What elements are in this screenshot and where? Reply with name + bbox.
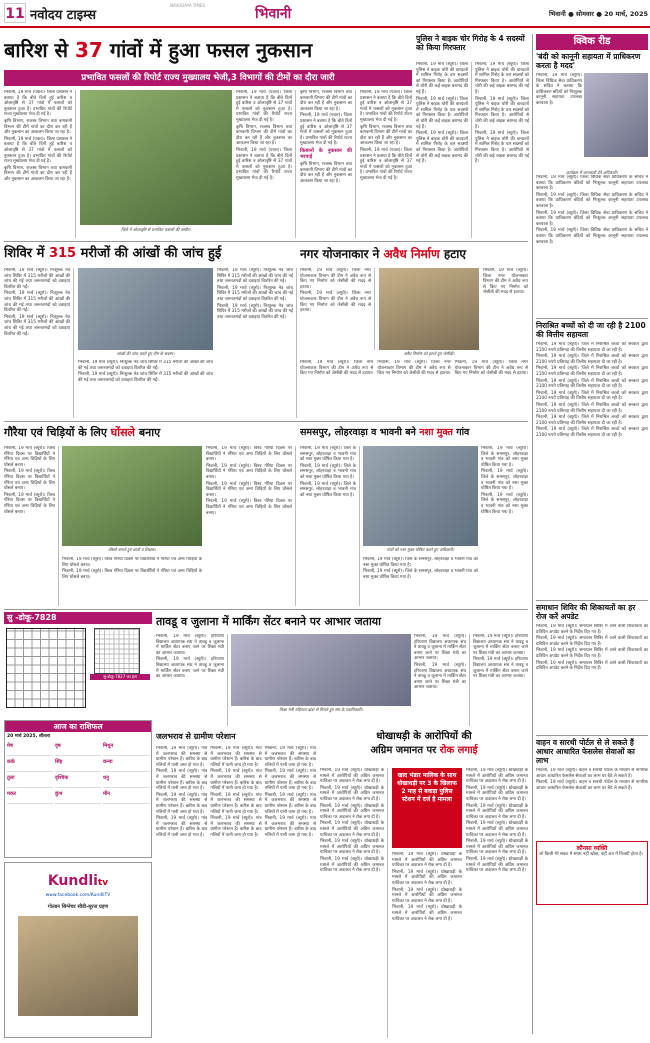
- nagar-col-1: [300, 268, 375, 350]
- quick-read-text-4: भिवानी, 19 मार्च (ब्यूरो)। जिला विधिक सेवा प्राधिकरण के सचिव ने बताया कि प्राधिकरण बंदियों को निःशुल्क कानूनी सहायता उपलब्ध करवाता है।: [536, 210, 648, 227]
- kundli-block: [4, 862, 152, 1038]
- footer-box: [536, 841, 648, 905]
- footer-box-text: जो किसी भी संकट में संयम नहीं खोता, वही अंत में विजयी होता है।: [539, 852, 644, 857]
- lead-col-4: [300, 90, 356, 238]
- water-text-4: भिवानी, 19 मार्च (ब्यूरो)। गांव में जलभराव की समस्या से ग्रामीण परेशान हैं। बारिश के बाद गलियों में पानी जमा हो गया है।: [156, 816, 208, 838]
- camp-text-8: भिवानी, 19 मार्च (ब्यूरो)। निःशुल्क नेत्र जांच शिविर में 315 मरीजों की आंखों की जांच की गई तथा जरूरतमंदों को दवाइयां वितरित की गईं।: [217, 303, 293, 320]
- camp-text-6: भिवानी, 19 मार्च (ब्यूरो)। निःशुल्क नेत्र जांच शिविर में 315 मरीजों की आंखों की जांच की गई तथा जरूरतमंदों को दवाइयां वितरित की गईं।: [217, 268, 293, 285]
- sudoku-title: -डोकू-7828: [15, 613, 57, 622]
- water-text-2: भिवानी, 19 मार्च (ब्यूरो)। गांव में जलभराव की समस्या से ग्रामीण परेशान हैं। बारिश के बाद गलियों में पानी जमा हो गया है।: [156, 769, 208, 792]
- drug-free-headline-post: गांव: [456, 427, 470, 438]
- kundli-image: [18, 916, 138, 1016]
- sparrow-text-3: भिवानी, 19 मार्च (ब्यूरो)। विश्व गौरैया दिवस पर विद्यार्थियों ने गौरैया एवं अन्य चिड़ियों के लिए घोंसले बनाए।: [4, 492, 55, 515]
- rashifal-date: 20 मार्च 2025, शीतला: [7, 734, 50, 739]
- quick-read-text-1: भिवानी, 19 मार्च (ब्यूरो)। जिला विधिक सेवा प्राधिकरण के सचिव ने बताया कि प्राधिकरण बंदियों को निःशुल्क कानूनी सहायता उपलब्ध करवाता है।: [536, 73, 582, 106]
- nagar-photo-caption: अवैध निर्माण को हटाते हुए जेसीबी।: [403, 351, 455, 356]
- nagar-headline-pre: नगर योजनाकार ने: [300, 247, 380, 261]
- camp-text-7: भिवानी, 19 मार्च (ब्यूरो)। निःशुल्क नेत्र जांच शिविर में 315 मरीजों की आंखों की जांच की गई तथा जरूरतमंदों को दवाइयां वितरित की गईं।: [217, 285, 293, 302]
- lead-text-13: भिवानी, 19 मार्च (पवार)। जिला प्रशासन ने बताया है कि बीते दिनों हुई बारिश व ओलावृष्टि से 37 गांवों में फसलों को नुकसान हुआ है। प्रभावित गांवों की रिपोर्ट राज्य मुख्यालय भेज दी गई है।: [360, 147, 412, 181]
- orphan-aid-text-8: भिवानी, 19 मार्च (ब्यूरो)। जिले में निराश्रित बच्चों को सरकार द्वारा 2100 रुपये प्रतिमाह की वित्तीय सहायता दी जा रही है।: [536, 427, 648, 438]
- drug-free-text-3: भिवानी, 19 मार्च (ब्यूरो)। जिले के समसपुर, लोहरवाड़ा व भावनी गांव को नशा मुक्त घोषित किया गया है।: [300, 481, 356, 498]
- lead-box-head: किसानों के नुकसान की भरपाई: [300, 147, 352, 160]
- water-text-6: भिवानी, 19 मार्च (ब्यूरो)। गांव में जलभराव की समस्या से ग्रामीण परेशान हैं। बारिश के बाद गलियों में पानी जमा हो गया है।: [210, 769, 262, 792]
- drug-free-text-6: भिवानी, 19 मार्च (ब्यूरो)। जिले के समसपुर, लोहरवाड़ा व भावनी गांव को नशा मुक्त घोषित किया गया है।: [481, 446, 528, 468]
- lead-text-3: भिवानी, 19 मार्च (पवार)। जिला प्रशासन ने बताया है कि बीते दिनों हुई बारिश व ओलावृष्टि से 37 गांवों में फसलों को नुकसान हुआ है। प्रभावित गांवों की रिपोर्ट राज्य मुख्यालय भेज दी गई है।: [4, 136, 72, 165]
- rashi-sign: वृष: [55, 741, 101, 756]
- paper-name: नवोदय टाइम्स: [30, 8, 97, 23]
- dhokha-text-8: भिवानी, 19 मार्च (ब्यूरो)। धोखाधड़ी के मामले में आरोपियों की अग्रिम जमानत याचिका पर अदालत ने रोक लगा दी है।: [392, 869, 462, 886]
- drug-free-photo: [363, 446, 478, 546]
- lead-text-7: भिवानी, 19 मार्च (पवार)। जिला प्रशासन ने बताया है कि बीते दिनों हुई बारिश व ओलावृष्टि से 37 गांवों में फसलों को नुकसान हुआ है। प्रभावित गांवों की रिपोर्ट राज्य मुख्यालय भेज दी गई है।: [236, 147, 292, 181]
- rashifal-list: [5, 740, 151, 805]
- divider-1: [4, 241, 528, 242]
- lead-headline-pre: बारिश से: [4, 38, 69, 62]
- sparrow-photo-caption: घोंसले बनाते हुए छात्रों व शिक्षक।: [108, 547, 156, 552]
- rashifal-title: आज का राशिफल: [5, 721, 151, 732]
- water-text-9: भिवानी, 19 मार्च (ब्यूरो)। गांव में जलभराव की समस्या से ग्रामीण परेशान हैं। बारिश के बाद गलियों में पानी जमा हो गया है।: [264, 746, 316, 768]
- camp-headline-num: 315: [48, 246, 77, 261]
- marking-headline: तावडू व जुलाना में मार्किंग सेंटर बनाने पर आभार जताया: [156, 615, 382, 628]
- sparrow-text-9: भिवानी, 19 मार्च (ब्यूरो)। विश्व गौरैया दिवस पर विद्यार्थियों ने गौरैया एवं अन्य चिड़ियों के लिए घोंसले बनाए।: [206, 499, 292, 516]
- marking-text-4: भिवानी, 19 मार्च (ब्यूरो)। हरियाणा विद्यालय अध्यापक संघ ने तावडू व जुलाना में मार्किंग सेंटर बनाए जाने पर शिक्षा मंत्री का आभार जताया।: [414, 662, 466, 691]
- vahan-text-1: भिवानी, 19 मार्च (ब्यूरो)। वाहन व सारथी पोर्टल के माध्यम से नागरिक आधार आधारित फेसलेस सेवाओं का लाभ घर बैठे ले सकते हैं।: [536, 768, 648, 779]
- quick-read-text-2: भिवानी, 19 मार्च (ब्यूरो)। जिला विधिक सेवा प्राधिकरण के सचिव ने बताया कि प्राधिकरण बंदियों को निःशुल्क कानूनी सहायता उपलब्ध करवाता है।: [536, 175, 648, 192]
- lead-text-6: कृषि विभाग, राजस्व विभाग तथा बागवानी विभाग की टीमें गांवों का दौरा कर रही हैं और नुकसान का आकलन किया जा रहा है।: [236, 124, 292, 147]
- dhokha-text-11: भिवानी, 19 मार्च (ब्यूरो)। धोखाधड़ी के मामले में आरोपियों की अग्रिम जमानत याचिका पर अदालत ने रोक लगा दी है।: [466, 768, 528, 785]
- nagar-headline: [300, 244, 528, 264]
- sudoku-answer-grid: [94, 628, 140, 674]
- orphan-aid-text-2: भिवानी, 19 मार्च (ब्यूरो)। जिले में निराश्रित बच्चों को सरकार द्वारा 2100 रुपये प्रतिमाह की वित्तीय सहायता दी जा रही है।: [536, 354, 648, 365]
- nagar-text-2: भिवानी, 19 मार्च (ब्यूरो)। जिला नगर योजनाकार विभाग की टीम ने अवैध रूप से किए गए निर्माण को जेसीबी की मदद से हटाया।: [300, 291, 371, 314]
- drug-free-text-1: भिवानी, 19 मार्च (ब्यूरो)। जिले के समसपुर, लोहरवाड़ा व भावनी गांव को नशा मुक्त घोषित किया गया है।: [300, 446, 356, 463]
- nagar-text-5: भिवानी, 19 मार्च (ब्यूरो)। जिला नगर योजनाकार विभाग की टीम ने अवैध रूप से किए गए निर्माण को जेसीबी की मदद से हटाया।: [377, 360, 451, 377]
- water-text-5: भिवानी, 19 मार्च (ब्यूरो)। गांव में जलभराव की समस्या से ग्रामीण परेशान हैं। बारिश के बाद गलियों में पानी जमा हो गया है।: [210, 746, 262, 768]
- drug-free-col-3: [363, 557, 478, 607]
- police-headline: पुलिस ने बाइक चोर गिरोह के 4 सदस्यों को किया गिरफ्तार: [416, 34, 525, 52]
- rashi-sign: मेष: [7, 741, 53, 756]
- police-col-1: [416, 62, 472, 238]
- sparrow-text-2: भिवानी, 19 मार्च (ब्यूरो)। विश्व गौरैया दिवस पर विद्यार्थियों ने गौरैया एवं अन्य चिड़ियों के लिए घोंसले बनाए।: [4, 469, 55, 492]
- marking-text-5: भिवानी, 19 मार्च (ब्यूरो)। हरियाणा विद्यालय अध्यापक संघ ने तावडू व जुलाना में मार्किंग सेंटर बनाए जाने पर शिक्षा मंत्री का आभार जताया।: [473, 634, 528, 656]
- paper-name-small: NAVODAYA TIMES: [170, 3, 206, 8]
- nagar-photo: [379, 268, 479, 350]
- lead-subhead: प्रभावित फसलों की रिपोर्ट राज्य मुख्यालय भेजी,3 विभागों की टीमों का दौरा जारी: [4, 70, 412, 86]
- rashi-sign: मकर: [7, 789, 53, 804]
- water-text-3: भिवानी, 19 मार्च (ब्यूरो)। गांव में जलभराव की समस्या से ग्रामीण परेशान हैं। बारिश के बाद गलियों में पानी जमा हो गया है।: [156, 792, 208, 815]
- lead-text-1: भिवानी, 19 मार्च (पवार)। जिला प्रशासन ने बताया है कि बीते दिनों हुई बारिश व ओलावृष्टि से 37 गांवों में फसलों को नुकसान हुआ है। प्रभावित गांवों की रिपोर्ट राज्य मुख्यालय भेज दी गई है।: [4, 90, 72, 118]
- orphan-aid-text-4: भिवानी, 19 मार्च (ब्यूरो)। जिले में निराश्रित बच्चों को सरकार द्वारा 2100 रुपये प्रतिमाह की वित्तीय सहायता दी जा रही है।: [536, 378, 648, 390]
- water-text-12: भिवानी, 19 मार्च (ब्यूरो)। गांव में जलभराव की समस्या से ग्रामीण परेशान हैं। बारिश के बाद गलियों में पानी जमा हो गया है।: [264, 816, 316, 838]
- lead-text-8: कृषि विभाग, राजस्व विभाग तथा बागवानी विभाग की टीमें गांवों का दौरा कर रही हैं और नुकसान का आकलन किया जा रहा है।: [300, 90, 352, 112]
- sudoku-block: [4, 612, 152, 716]
- drug-free-headline-red: नशा मुक्त: [419, 427, 453, 438]
- drug-free-text-8: भिवानी, 19 मार्च (ब्यूरो)। जिले के समसपुर, लोहरवाड़ा व भावनी गांव को नशा मुक्त घोषित किया गया है।: [481, 492, 528, 515]
- dhokha-headline-red: रोक लगाई: [439, 745, 478, 756]
- drug-free-text-7: भिवानी, 19 मार्च (ब्यूरो)। जिले के समसपुर, लोहरवाड़ा व भावनी गांव को नशा मुक्त घोषित किया गया है।: [481, 469, 528, 492]
- police-text-5: भिवानी, 19 मार्च (ब्यूरो)। जिला पुलिस ने बाइक चोरी की वारदातों में शामिल गिरोह के चार सदस्यों को गिरफ्तार किया है। आरोपियों से चोरी की कई बाइक बरामद की गई हैं।: [475, 96, 529, 130]
- camp-text-4: भिवानी, 19 मार्च (ब्यूरो)। निःशुल्क नेत्र जांच शिविर में 315 मरीजों की आंखों की जांच की गई तथा जरूरतमंदों को दवाइयां वितरित की गईं।: [78, 360, 213, 371]
- police-text-3: भिवानी, 19 मार्च (ब्यूरो)। जिला पुलिस ने बाइक चोरी की वारदातों में शामिल गिरोह के चार सदस्यों को गिरफ्तार किया है। आरोपियों से चोरी की कई बाइक बरामद की गई हैं।: [416, 131, 468, 165]
- sparrow-headline-post: बनाए: [138, 426, 161, 439]
- quick-read-text-3: भिवानी, 19 मार्च (ब्यूरो)। जिला विधिक सेवा प्राधिकरण के सचिव ने बताया कि प्राधिकरण बंदियों को निःशुल्क कानूनी सहायता उपलब्ध करवाता है।: [536, 192, 648, 209]
- orphan-aid-headline: निराश्रित बच्चों को दी जा रही है 2100 की वित्तीय सहायता: [536, 318, 648, 339]
- rashi-sign: मीन: [103, 789, 149, 804]
- dhokha-text-3: भिवानी, 19 मार्च (ब्यूरो)। धोखाधड़ी के मामले में आरोपियों की अग्रिम जमानत याचिका पर अदालत ने रोक लगा दी है।: [320, 803, 384, 820]
- sudoku-label: सु: [7, 613, 13, 622]
- orphan-aid-text-1: भिवानी, 19 मार्च (ब्यूरो)। जिले में निराश्रित बच्चों को सरकार द्वारा 2100 रुपये प्रतिमाह की वित्तीय सहायता दी जा रही है।: [536, 342, 648, 353]
- kundli-title: Kundli: [47, 873, 98, 889]
- sudoku-answer-label: सु-डोकू-7827 का हल: [90, 674, 150, 680]
- marking-photo-caption: शिक्षा मंत्री महिपाल ढांडा से मिलते हुए संघ के पदाधिकारी।: [279, 707, 363, 712]
- dhokha-col-1: [320, 768, 388, 1038]
- dhokha-text-7: भिवानी, 19 मार्च (ब्यूरो)। धोखाधड़ी के मामले में आरोपियों की अग्रिम जमानत याचिका पर अदालत ने रोक लगा दी है।: [392, 852, 462, 869]
- water-text-1: भिवानी, 19 मार्च (ब्यूरो)। गांव में जलभराव की समस्या से ग्रामीण परेशान हैं। बारिश के बाद गलियों में पानी जमा हो गया है।: [156, 746, 208, 768]
- lead-text-9: भिवानी, 19 मार्च (पवार)। जिला प्रशासन ने बताया है कि बीते दिनों हुई बारिश व ओलावृष्टि से 37 गांवों में फसलों को नुकसान हुआ है। प्रभावित गांवों की रिपोर्ट राज्य मुख्यालय भेज दी गई है।: [300, 113, 352, 147]
- marking-text-2: भिवानी, 19 मार्च (ब्यूरो)। हरियाणा विद्यालय अध्यापक संघ ने तावडू व जुलाना में मार्किंग सेंटर बनाए जाने पर शिक्षा मंत्री का आभार जताया।: [156, 657, 224, 680]
- rashi-sign: धनु: [103, 773, 149, 788]
- nagar-text-6: भिवानी, 19 मार्च (ब्यूरो)। जिला नगर योजनाकार विभाग की टीम ने अवैध रूप से किए गए निर्माण को जेसीबी की मदद से हटाया।: [454, 360, 528, 377]
- lead-headline-num: 37: [75, 38, 103, 62]
- dhokha-text-6: भिवानी, 19 मार्च (ब्यूरो)। धोखाधड़ी के मामले में आरोपियों की अग्रिम जमानत याचिका पर अदालत ने रोक लगा दी है।: [320, 856, 384, 874]
- quick-read-text-col: [536, 73, 582, 169]
- sparrow-headline-pre: गौरैया एवं चिड़ियों के लिए: [4, 426, 107, 439]
- dhokha-box: खाद भंडार मालिक के साथ धोखाधड़ी पर 3 के खिलाफ 2 माह से बवाड़ा पुलिस स्टेशन में दर्ज है मामला: [392, 768, 462, 848]
- sparrow-text-5: भिवानी, 19 मार्च (ब्यूरो)। विश्व गौरैया दिवस पर विद्यार्थियों ने गौरैया एवं अन्य चिड़ियों के लिए घोंसले बनाए।: [62, 569, 202, 580]
- lead-text-4: कृषि विभाग, राजस्व विभाग तथा बागवानी विभाग की टीमें गांवों का दौरा कर रही हैं और नुकसान का आकलन किया जा रहा है।: [4, 165, 72, 182]
- police-text-6: भिवानी, 19 मार्च (ब्यूरो)। जिला पुलिस ने बाइक चोरी की वारदातों में शामिल गिरोह के चार सदस्यों को गिरफ्तार किया है। आरोपियों से चोरी की कई बाइक बरामद की गई हैं।: [475, 131, 529, 165]
- lead-col-5: [360, 90, 412, 238]
- dhokha-text-14: भिवानी, 19 मार्च (ब्यूरो)। धोखाधड़ी के मामले में आरोपियों की अग्रिम जमानत याचिका पर अदालत ने रोक लगा दी है।: [466, 821, 528, 838]
- dhokha-text-5: भिवानी, 19 मार्च (ब्यूरो)। धोखाधड़ी के मामले में आरोपियों की अग्रिम जमानत याचिका पर अदालत ने रोक लगा दी है।: [320, 839, 384, 856]
- camp-text-1: भिवानी, 19 मार्च (ब्यूरो)। निःशुल्क नेत्र जांच शिविर में 315 मरीजों की आंखों की जांच की गई तथा जरूरतमंदों को दवाइयां वितरित की गईं।: [4, 268, 70, 290]
- vahan-text-2: भिवानी, 19 मार्च (ब्यूरो)। वाहन व सारथी पोर्टल के माध्यम से नागरिक आधार आधारित फेसलेस सेवाओं का लाभ घर बैठे ले सकते हैं।: [536, 780, 648, 791]
- orphan-aid-text-5: भिवानी, 19 मार्च (ब्यूरो)। जिले में निराश्रित बच्चों को सरकार द्वारा 2100 रुपये प्रतिमाह की वित्तीय सहायता दी जा रही है।: [536, 390, 648, 402]
- divider-3: [4, 609, 528, 610]
- marking-col-4: [473, 634, 528, 726]
- lead-text-2: कृषि विभाग, राजस्व विभाग तथा बागवानी विभाग की टीमें गांवों का दौरा कर रही हैं और नुकसान का आकलन किया जा रहा है।: [4, 118, 72, 136]
- quick-read-text-5: भिवानी, 19 मार्च (ब्यूरो)। जिला विधिक सेवा प्राधिकरण के सचिव ने बताया कि प्राधिकरण बंदियों को निःशुल्क कानूनी सहायता उपलब्ध करवाता है।: [536, 228, 648, 245]
- quick-read-photo-caption: कार्यक्रम में जानकारी देते अधिकारी।: [566, 170, 618, 175]
- dhokha-headline: [320, 730, 528, 764]
- samadhan-text-3: भिवानी, 19 मार्च (ब्यूरो)। समाधान शिविर में आने वाली शिकायतों का प्रतिदिन अपडेट करने के निर्देश दिए गए हैं।: [536, 648, 648, 659]
- sparrow-photo: [62, 446, 202, 546]
- nagar-text-1: भिवानी, 19 मार्च (ब्यूरो)। जिला नगर योजनाकार विभाग की टीम ने अवैध रूप से किए गए निर्माण को जेसीबी की मदद से हटाया।: [300, 268, 371, 290]
- dhokha-text-12: भिवानी, 19 मार्च (ब्यूरो)। धोखाधड़ी के मामले में आरोपियों की अग्रिम जमानत याचिका पर अदालत ने रोक लगा दी है।: [466, 785, 528, 802]
- camp-photo-caption: आंखों की जांच करते हुए टीम के सदस्य।: [116, 351, 175, 356]
- nagar-headline-post: हटाए: [443, 247, 466, 261]
- kundli-tv: tv: [97, 878, 109, 888]
- drug-free-headline-pre: समसपुर, लोहरवाड़ा व भावनी बने: [300, 427, 416, 438]
- camp-col-1: [4, 268, 74, 418]
- dhokha-text-15: भिवानी, 19 मार्च (ब्यूरो)। धोखाधड़ी के मामले में आरोपियों की अग्रिम जमानत याचिका पर अदालत ने रोक लगा दी है।: [466, 839, 528, 856]
- water-body: [156, 746, 316, 1038]
- section-title: भिवानी: [255, 6, 292, 22]
- sparrow-text-4: भिवानी, 19 मार्च (ब्यूरो)। विश्व गौरैया दिवस पर विद्यार्थियों ने गौरैया एवं अन्य चिड़ियों के लिए घोंसले बनाए।: [62, 557, 202, 568]
- sparrow-col-3: [62, 557, 202, 607]
- dhokha-text-9: भिवानी, 19 मार्च (ब्यूरो)। धोखाधड़ी के मामले में आरोपियों की अग्रिम जमानत याचिका पर अदालत ने रोक लगा दी है।: [392, 887, 462, 904]
- drug-free-photo-caption: गांवों को नशा मुक्त घोषित करते हुए अधिकारी।: [386, 547, 455, 552]
- kundli-fb-link[interactable]: www.facebook.com/KundliTV: [45, 893, 111, 898]
- samadhan-text-4: भिवानी, 19 मार्च (ब्यूरो)। समाधान शिविर में आने वाली शिकायतों का प्रतिदिन अपडेट करने के निर्देश दिए गए हैं।: [536, 660, 648, 672]
- sparrow-text-1: भिवानी, 19 मार्च (ब्यूरो)। विश्व गौरैया दिवस पर विद्यार्थियों ने गौरैया एवं अन्य चिड़ियों के लिए घोंसले बनाए।: [4, 446, 55, 468]
- dhokha-col-2: [392, 852, 462, 1038]
- dhokha-headline-post: अग्रिम जमानत पर: [370, 745, 437, 756]
- police-text-2: भिवानी, 19 मार्च (ब्यूरो)। जिला पुलिस ने बाइक चोरी की वारदातों में शामिल गिरोह के चार सदस्यों को गिरफ्तार किया है। आरोपियों से चोरी की कई बाइक बरामद की गई हैं।: [416, 96, 468, 130]
- samadhan-headline: समाधान शिविर की शिकायतों का हर रोज करें अपडेट: [536, 600, 648, 621]
- marking-photo: [231, 634, 411, 706]
- marking-col-1: [156, 634, 228, 726]
- drug-free-headline: [300, 424, 528, 442]
- lead-col-3: [236, 90, 296, 238]
- water-text-8: भिवानी, 19 मार्च (ब्यूरो)। गांव में जलभराव की समस्या से ग्रामीण परेशान हैं। बारिश के बाद गलियों में पानी जमा हो गया है।: [210, 816, 262, 838]
- drug-free-text-5: भिवानी, 19 मार्च (ब्यूरो)। जिले के समसपुर, लोहरवाड़ा व भावनी गांव को नशा मुक्त घोषित किया गया है।: [363, 569, 478, 580]
- sparrow-text-8: भिवानी, 19 मार्च (ब्यूरो)। विश्व गौरैया दिवस पर विद्यार्थियों ने गौरैया एवं अन्य चिड़ियों के लिए घोंसले बनाए।: [206, 481, 292, 498]
- dhokha-text-16: भिवानी, 19 मार्च (ब्यूरो)। धोखाधड़ी के मामले में आरोपियों की अग्रिम जमानत याचिका पर अदालत ने रोक लगा दी है।: [466, 856, 528, 874]
- dhokha-text-10: भिवानी, 19 मार्च (ब्यूरो)। धोखाधड़ी के मामले में आरोपियों की अग्रिम जमानत याचिका पर अदालत ने रोक लगा दी है।: [392, 905, 462, 922]
- water-text-11: भिवानी, 19 मार्च (ब्यूरो)। गांव में जलभराव की समस्या से ग्रामीण परेशान हैं। बारिश के बाद गलियों में पानी जमा हो गया है।: [264, 792, 316, 815]
- rashifal-block: [4, 720, 152, 858]
- water-text-7: भिवानी, 19 मार्च (ब्यूरो)। गांव में जलभराव की समस्या से ग्रामीण परेशान हैं। बारिश के बाद गलियों में पानी जमा हो गया है।: [210, 792, 262, 815]
- rashi-sign: मिथुन: [103, 741, 149, 756]
- dhokha-col-3: [466, 768, 528, 1038]
- drug-free-col-1: [300, 446, 360, 606]
- lead-headline-post: गांवों में हुआ फसल नुकसान: [109, 38, 313, 62]
- marking-col-3: [414, 634, 470, 726]
- dhokha-text-13: भिवानी, 19 मार्च (ब्यूरो)। धोखाधड़ी के मामले में आरोपियों की अग्रिम जमानत याचिका पर अदालत ने रोक लगा दी है।: [466, 803, 528, 820]
- sparrow-col-4: [206, 446, 296, 606]
- sparrow-col-1: [4, 446, 59, 606]
- camp-headline: [4, 244, 296, 264]
- camp-headline-post: मरीजों की आंखों की जांच हुई: [80, 246, 222, 261]
- date-line: भिवानी ● सोमवार ● 20 मार्च, 2025: [549, 10, 648, 18]
- police-col-2: [475, 62, 529, 238]
- sudoku-header: [4, 612, 152, 624]
- sudoku-grid: [6, 628, 86, 708]
- vahan-body: [536, 768, 648, 838]
- marking-text-3: भिवानी, 19 मार्च (ब्यूरो)। हरियाणा विद्यालय अध्यापक संघ ने तावडू व जुलाना में मार्किंग सेंटर बनाए जाने पर शिक्षा मंत्री का आभार जताया।: [414, 634, 466, 662]
- drug-free-text-4: भिवानी, 19 मार्च (ब्यूरो)। जिले के समसपुर, लोहरवाड़ा व भावनी गांव को नशा मुक्त घोषित किया गया है।: [363, 557, 478, 568]
- nagar-body: [300, 360, 528, 418]
- marking-text-1: भिवानी, 19 मार्च (ब्यूरो)। हरियाणा विद्यालय अध्यापक संघ ने तावडू व जुलाना में मार्किंग सेंटर बनाए जाने पर शिक्षा मंत्री का आभार जताया।: [156, 634, 224, 656]
- camp-text-5: भिवानी, 19 मार्च (ब्यूरो)। निःशुल्क नेत्र जांच शिविर में 315 मरीजों की आंखों की जांच की गई तथा जरूरतमंदों को दवाइयां वितरित की गईं।: [78, 372, 213, 383]
- water-text-10: भिवानी, 19 मार्च (ब्यूरो)। गांव में जलभराव की समस्या से ग्रामीण परेशान हैं। बारिश के बाद गलियों में पानी जमा हो गया है।: [264, 769, 316, 792]
- kundli-promo: गोल्डन सिग्नेचर सीडी-सूरज ग्रहण: [47, 904, 109, 910]
- sparrow-headline-red: घोंसले: [110, 426, 136, 439]
- lead-text-12: कृषि विभाग, राजस्व विभाग तथा बागवानी विभाग की टीमें गांवों का दौरा कर रही हैं और नुकसान का आकलन किया जा रहा है।: [360, 124, 412, 147]
- rashi-sign: सिंह: [55, 757, 101, 772]
- sparrow-headline: [4, 424, 296, 442]
- vahan-headline: वाहन व सारथी पोर्टल से ले सकते हैं आधार आधारित फेसलेस सेवाओं का लाभ: [536, 735, 648, 765]
- rashi-sign: कुंभ: [55, 789, 101, 804]
- lead-photo-caption: जिले में ओलावृष्टि से प्रभावित फसलों की तस्वीर।: [121, 227, 191, 232]
- dhokha-text-2: भिवानी, 19 मार्च (ब्यूरो)। धोखाधड़ी के मामले में आरोपियों की अग्रिम जमानत याचिका पर अदालत ने रोक लगा दी है।: [320, 785, 384, 802]
- camp-photo: [78, 268, 213, 350]
- samadhan-body: [536, 624, 648, 732]
- page-number: 11: [4, 3, 26, 23]
- kundli-logo: [5, 863, 151, 889]
- camp-headline-pre: शिविर में: [4, 246, 45, 261]
- footer-box-title: कौनसा व्यक्ति: [576, 845, 608, 852]
- masthead: [0, 0, 650, 28]
- lead-text-10: कृषि विभाग, राजस्व विभाग तथा बागवानी विभाग की टीमें गांवों का दौरा कर रही हैं और नुकसान का आकलन किया जा रहा है।: [300, 162, 352, 184]
- orphan-aid-text-6: भिवानी, 19 मार्च (ब्यूरो)। जिले में निराश्रित बच्चों को सरकार द्वारा 2100 रुपये प्रतिमाह की वित्तीय सहायता दी जा रही है।: [536, 402, 648, 414]
- lead-text-11: भिवानी, 19 मार्च (पवार)। जिला प्रशासन ने बताया है कि बीते दिनों हुई बारिश व ओलावृष्टि से 37 गांवों में फसलों को नुकसान हुआ है। प्रभावित गांवों की रिपोर्ट राज्य मुख्यालय भेज दी गई है।: [360, 90, 412, 123]
- lead-headline: [4, 34, 412, 68]
- rashi-sign: वृश्चिक: [55, 773, 101, 788]
- water-headline: जलभराव से ग्रामीण परेशान: [156, 732, 236, 741]
- sparrow-text-7: भिवानी, 19 मार्च (ब्यूरो)। विश्व गौरैया दिवस पर विद्यार्थियों ने गौरैया एवं अन्य चिड़ियों के लिए घोंसले बनाए।: [206, 463, 292, 480]
- sparrow-text-6: भिवानी, 19 मार्च (ब्यूरो)। विश्व गौरैया दिवस पर विद्यार्थियों ने गौरैया एवं अन्य चिड़ियों के लिए घोंसले बनाए।: [206, 446, 292, 463]
- lead-col-1: [4, 90, 76, 238]
- dhokha-text-4: भिवानी, 19 मार्च (ब्यूरो)। धोखाधड़ी के मामले में आरोपियों की अग्रिम जमानत याचिका पर अदालत ने रोक लगा दी है।: [320, 821, 384, 838]
- camp-col-3: [78, 360, 213, 418]
- quick-read-column: [532, 34, 648, 1034]
- rashi-sign: कन्या: [103, 757, 149, 772]
- marking-text-6: भिवानी, 19 मार्च (ब्यूरो)। हरियाणा विद्यालय अध्यापक संघ ने तावडू व जुलाना में मार्किंग सेंटर बनाए जाने पर शिक्षा मंत्री का आभार जताया।: [473, 657, 528, 680]
- police-text-1: भिवानी, 19 मार्च (ब्यूरो)। जिला पुलिस ने बाइक चोरी की वारदातों में शामिल गिरोह के चार सदस्यों को गिरफ्तार किया है। आरोपियों से चोरी की कई बाइक बरामद की गई हैं।: [416, 62, 468, 95]
- nagar-headline-red: अवैध निर्माण: [383, 247, 440, 261]
- orphan-aid-body: [536, 342, 648, 597]
- divider-2: [4, 421, 528, 422]
- camp-text-2: भिवानी, 19 मार्च (ब्यूरो)। निःशुल्क नेत्र जांच शिविर में 315 मरीजों की आंखों की जांच की गई तथा जरूरतमंदों को दवाइयां वितरित की गईं।: [4, 291, 70, 314]
- quick-read-label: क्विक रीड: [536, 34, 648, 50]
- rashi-sign: कर्क: [7, 757, 53, 772]
- nagar-text-4: भिवानी, 19 मार्च (ब्यूरो)। जिला नगर योजनाकार विभाग की टीम ने अवैध रूप से किए गए निर्माण को जेसीबी की मदद से हटाया।: [300, 360, 374, 377]
- rashi-sign: तुला: [7, 773, 53, 788]
- lead-photo: [80, 90, 232, 225]
- quick-read-body: [536, 175, 648, 315]
- samadhan-text-1: भिवानी, 19 मार्च (ब्यूरो)। समाधान शिविर में आने वाली शिकायतों का प्रतिदिन अपडेट करने के निर्देश दिए गए हैं।: [536, 624, 648, 635]
- dhokha-headline-pre: धोखाधड़ी के आरोपियों की: [376, 731, 472, 742]
- drug-free-col-4: [481, 446, 528, 606]
- drug-free-text-2: भिवानी, 19 मार्च (ब्यूरो)। जिले के समसपुर, लोहरवाड़ा व भावनी गांव को नशा मुक्त घोषित किया गया है।: [300, 463, 356, 480]
- police-text-4: भिवानी, 19 मार्च (ब्यूरो)। जिला पुलिस ने बाइक चोरी की वारदातों में शामिल गिरोह के चार सदस्यों को गिरफ्तार किया है। आरोपियों से चोरी की कई बाइक बरामद की गई हैं।: [475, 62, 529, 95]
- orphan-aid-text-3: भिवानी, 19 मार्च (ब्यूरो)। जिले में निराश्रित बच्चों को सरकार द्वारा 2100 रुपये प्रतिमाह की वित्तीय सहायता दी जा रही है।: [536, 366, 648, 377]
- lead-text-5: भिवानी, 19 मार्च (पवार)। जिला प्रशासन ने बताया है कि बीते दिनों हुई बारिश व ओलावृष्टि से 37 गांवों में फसलों को नुकसान हुआ है। प्रभावित गांवों की रिपोर्ट राज्य मुख्यालय भेज दी गई है।: [236, 90, 292, 123]
- quick-read-photo: [584, 73, 648, 157]
- samadhan-text-2: भिवानी, 19 मार्च (ब्यूरो)। समाधान शिविर में आने वाली शिकायतों का प्रतिदिन अपडेट करने के निर्देश दिए गए हैं।: [536, 636, 648, 647]
- camp-text-3: भिवानी, 19 मार्च (ब्यूरो)। निःशुल्क नेत्र जांच शिविर में 315 मरीजों की आंखों की जांच की गई तथा जरूरतमंदों को दवाइयां वितरित की गईं।: [4, 314, 70, 337]
- orphan-aid-text-7: भिवानी, 19 मार्च (ब्यूरो)। जिले में निराश्रित बच्चों को सरकार द्वारा 2100 रुपये प्रतिमाह की वित्तीय सहायता दी जा रही है।: [536, 415, 648, 426]
- camp-col-4: [217, 268, 297, 418]
- dhokha-text-1: भिवानी, 19 मार्च (ब्यूरो)। धोखाधड़ी के मामले में आरोपियों की अग्रिम जमानत याचिका पर अदालत ने रोक लगा दी है।: [320, 768, 384, 785]
- nagar-col-side: [483, 268, 528, 350]
- quick-read-headline: 'बंदी को कानूनी सहायता में प्राधिकरण करता है मदद': [536, 52, 641, 70]
- nagar-text-3: भिवानी, 19 मार्च (ब्यूरो)। जिला नगर योजनाकार विभाग की टीम ने अवैध रूप से किए गए निर्माण को जेसीबी की मदद से हटाया।: [483, 268, 528, 296]
